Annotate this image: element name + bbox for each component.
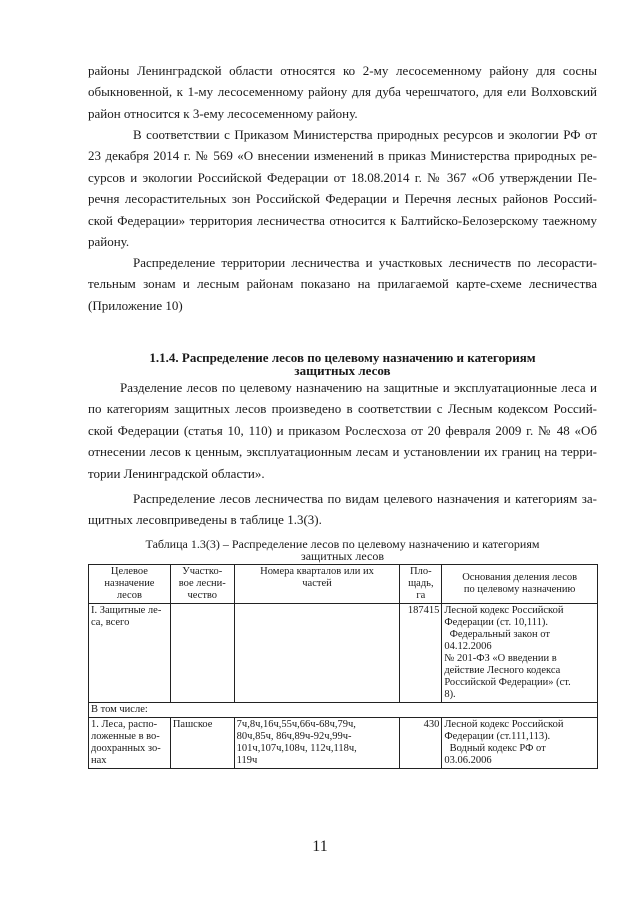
- text-line: В соответствии с Приказом Министерства природных ресурсов и экологии РФ от: [133, 127, 597, 142]
- text-line: районы Ленинградской области относятся ко 2-му лесосеменному району для сосны: [88, 63, 597, 78]
- table-header-row: [89, 565, 598, 604]
- text-line: (Приложение 10): [88, 297, 183, 313]
- section-heading: [88, 351, 597, 377]
- header-basis: Основания деления лесов по целевому назначению: [442, 565, 598, 604]
- cell-area: 187415: [400, 604, 442, 703]
- text-line: по категориям защитных лесов произведено в соответствии с Лесным кодексом Россий-: [88, 401, 597, 417]
- text-line: ской Федерации» территория лесничества относится к Балтийско-Белозерскому таежному: [88, 212, 597, 228]
- paragraph-forest-division: [88, 377, 597, 484]
- header-area: Пло- щадь, га: [400, 565, 442, 604]
- cell-basis: Лесной кодекс Российской Федерации (ст.111,113). Водный кодекс РФ от 03.06.2006: [442, 718, 598, 769]
- text-line: Распределение лесов лесничества по видам целевого назначения и категориям за-: [133, 491, 597, 506]
- paragraph-territory-distribution: [88, 252, 597, 316]
- cell-basis: Лесной кодекс Российской Федерации (ст. 10,111). Федеральный закон от 04.12.2006 № 201-ФЗ «О введении в действие Лесного кодекса Российской Федерации» (ст. 8).: [442, 604, 598, 703]
- header-purpose: Целевое назначение лесов: [89, 565, 171, 604]
- heading-line: 1.1.4. Распределение лесов по целевому назначению и категориям: [149, 350, 536, 365]
- heading-line: защитных лесов: [294, 363, 391, 378]
- table-row: [89, 604, 598, 703]
- text-line: Распределение территории лесничества и участковых лесничеств по лесорасти-: [133, 255, 597, 270]
- caption-line: Таблица 1.3(3) – Распределение лесов по целевому назначению и категориям: [145, 537, 540, 551]
- forest-distribution-table: [88, 564, 598, 769]
- paragraph-ministry-order: [88, 124, 597, 252]
- text-line: району.: [88, 233, 130, 249]
- cell-area: 430: [400, 718, 442, 769]
- cell-forestry: [170, 604, 234, 703]
- cell-purpose: I. Защитные ле- са, всего: [89, 604, 171, 703]
- text-line: тельным зонам и лесным районам показано на прилагаемой карте-схеме лесничества: [88, 276, 597, 292]
- table-row: [89, 703, 598, 718]
- text-line: Разделение лесов по целевому назначению на защитные и эксплуатационные леса и: [120, 380, 597, 395]
- text-line: речня лесорастительных зон Российской Федерации и Перечня лесных районов Россий-: [88, 191, 597, 207]
- text-line: сурсов и экологии Российской Федерации от 18.08.2014 г. № 367 «Об утверждении Пе-: [88, 169, 597, 185]
- table-caption: [88, 538, 597, 562]
- cell-forestry: Пашское: [170, 718, 234, 769]
- paragraph-table-reference: [88, 488, 597, 531]
- table-row: [89, 718, 598, 769]
- text-line: 23 декабря 2014 г. № 569 «О внесении изменений в приказ Министерства природных ре-: [88, 148, 597, 164]
- text-line: тории Ленинградской области».: [88, 465, 265, 481]
- text-line: отнесении лесов к ценным, эксплуатационным лесам и установлении их границ на терри-: [88, 444, 597, 460]
- caption-line: защитных лесов: [300, 549, 385, 563]
- page-number: 11: [312, 838, 328, 855]
- text-line: район относится к 3-ему лесосеменному району.: [88, 105, 358, 121]
- text-line: ской Федерации (статья 10, 110) и приказом Рослесхоза от 20 февраля 2009 г. № 48 «Об: [88, 422, 597, 438]
- header-quarters: Номера кварталов или их частей: [234, 565, 400, 604]
- cell-quarters: 7ч,8ч,16ч,55ч,66ч-68ч,79ч, 80ч,85ч, 86ч,89ч-92ч,99ч- 101ч,107ч,108ч, 112ч,118ч, 119ч: [234, 718, 400, 769]
- text-line: щитных лесовприведены в таблице 1.3(3).: [88, 512, 322, 528]
- header-forestry: Участко- вое лесни- чество: [170, 565, 234, 604]
- paragraph-forest-seed-regions: [88, 60, 597, 124]
- text-line: обыкновенной, к 1-му лесосеменному району для дуба черешчатого, для ели Волховский: [88, 84, 597, 100]
- cell-quarters: [234, 604, 400, 703]
- cell-purpose: 1. Леса, распо- ложенные в во- доохранных зо- нах: [89, 718, 171, 769]
- cell-including-label: В том числе:: [89, 703, 598, 718]
